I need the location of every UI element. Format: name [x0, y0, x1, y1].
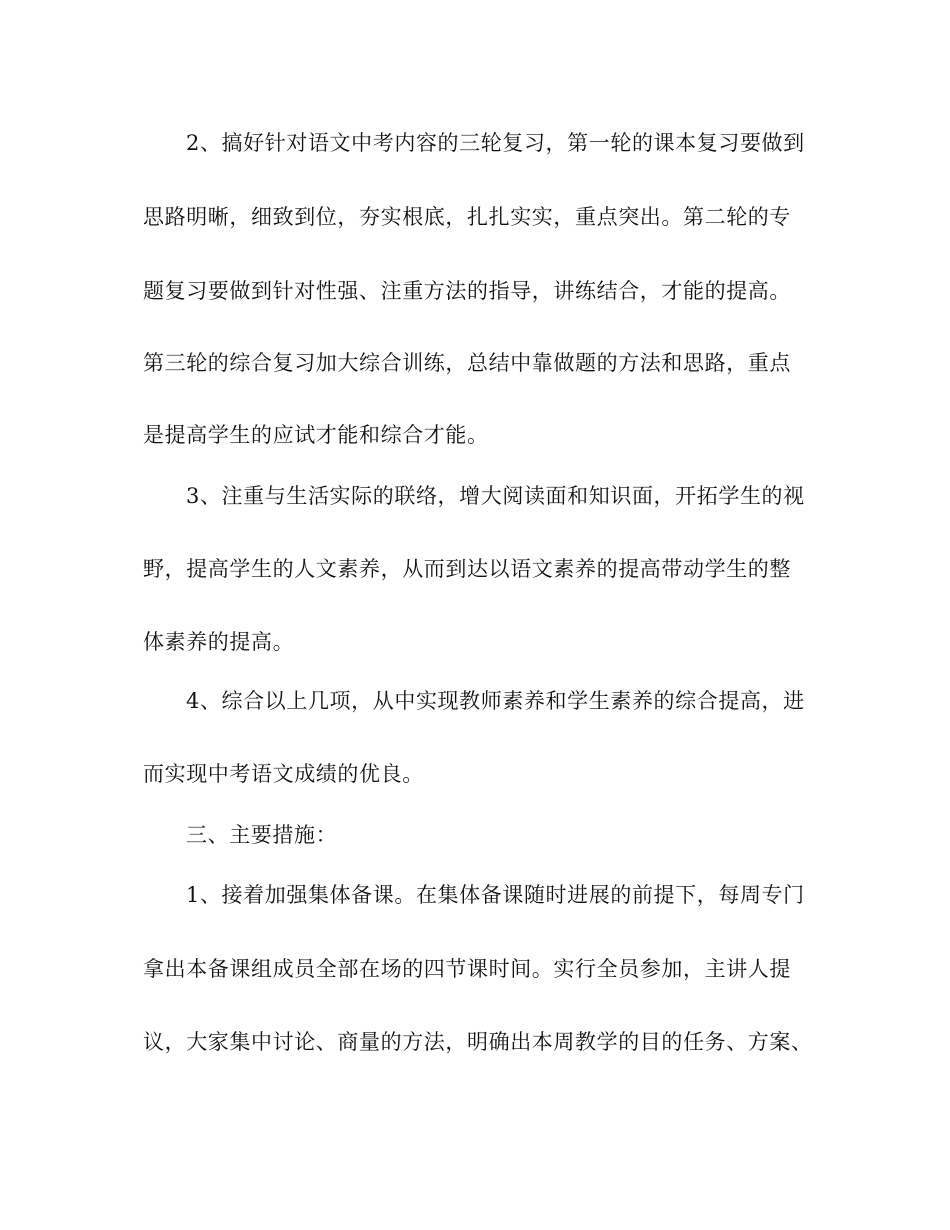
paragraph-line: 3、注重与生活实际的联络，增大阅读面和知识面，开拓学生的视	[186, 484, 805, 508]
paragraph-line: 2、搞好针对语文中考内容的三轮复习，第一轮的课本复习要做到	[186, 131, 805, 155]
paragraph-line: 思路明晰，细致到位，夯实根底，扎扎实实，重点突出。第二轮的专	[143, 205, 791, 229]
section-heading: 三、主要措施：	[186, 823, 338, 847]
paragraph-line: 4、综合以上几项，从中实现教师素养和学生素养的综合提高，进	[186, 689, 805, 713]
paragraph-line: 体素养的提高。	[143, 630, 295, 654]
paragraph-line: 野，提高学生的人文素养，从而到达以语文素养的提高带动学生的整	[143, 557, 791, 581]
paragraph-line: 是提高学生的应试才能和综合才能。	[143, 423, 489, 447]
paragraph-line: 第三轮的综合复习加大综合训练，总结中靠做题的方法和思路，重点	[143, 351, 791, 375]
paragraph-line: 拿出本备课组成员全部在场的四节课时间。实行全员参加，主讲人提	[143, 957, 791, 981]
paragraph-line: 1、接着加强集体备课。在集体备课随时进展的前提下，每周专门	[186, 883, 805, 907]
paragraph-line: 议，大家集中讨论、商量的方法，明确出本周教学的目的任务、方案、	[143, 1030, 813, 1054]
paragraph-line: 而实现中考语文成绩的优良。	[143, 762, 424, 786]
paragraph-line: 题复习要做到针对性强、注重方法的指导，讲练结合，才能的提高。	[143, 279, 791, 303]
